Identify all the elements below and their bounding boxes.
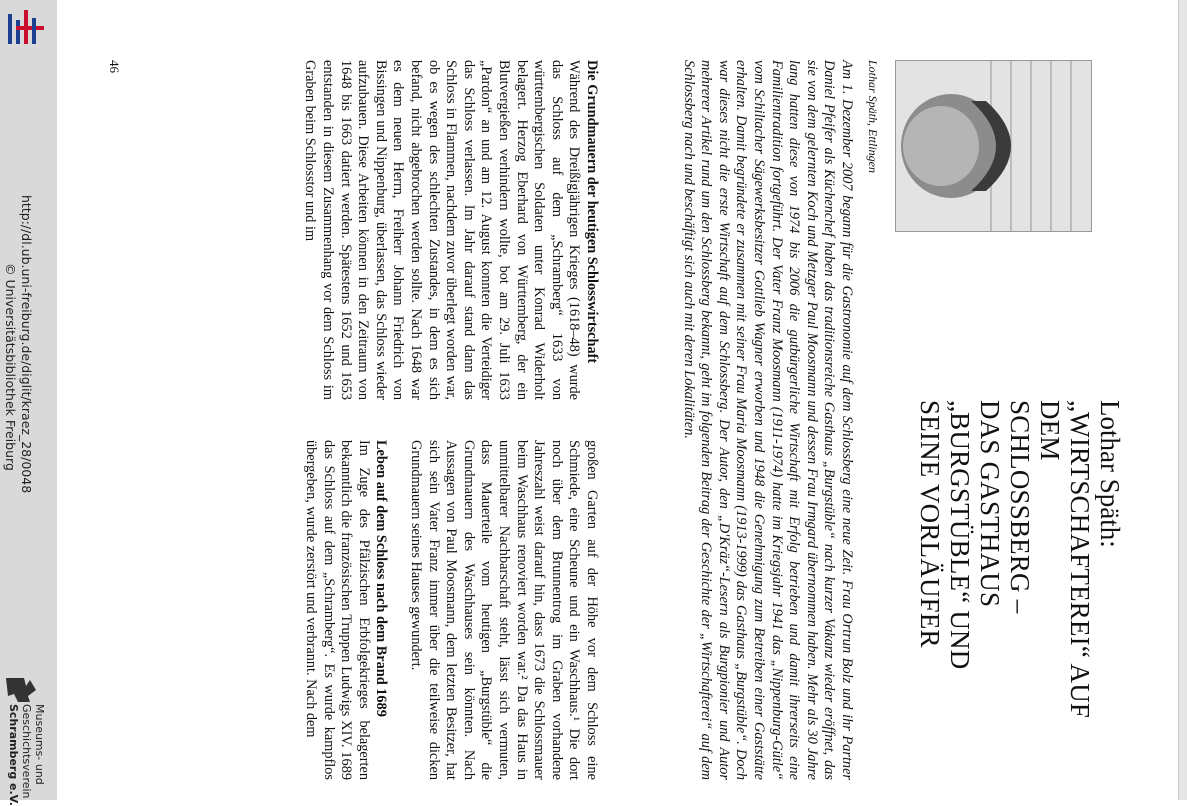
museum-line-2: Geschichtsverein [20, 704, 33, 799]
museum-line-3: Schramberg e.V. [7, 704, 20, 806]
photo-caption: Lothar Späth, Ettlingen [866, 60, 880, 174]
section-heading-2: Leben auf dem Schloss nach dem Brand 1689 [373, 440, 390, 717]
author-portrait-icon [896, 61, 1091, 231]
title-line-3: DAS GASTHAUS „BURGSTÜBLE“ UND [945, 400, 1005, 670]
article-page [80, 30, 1180, 790]
body-paragraph-3: Im Zuge des Pfälzischen Erbfolgekrieges belagerten bekanntlich die französischen Truppen Ludwigs XIV. 1689 das Schloss auf dem „Schramberg“. Es wurde kampflos übergeben, wurde zerstört und verbrannt. Nach dem [303, 440, 372, 780]
author-title: Lothar Späth: [1095, 400, 1125, 548]
article-title [915, 400, 1125, 780]
sidebar [0, 0, 57, 806]
article-intro: Am 1. Dezember 2007 begann für die Gastronomie auf dem Schlossberg eine neue Zeit. Frau Ortrun Bolz und ihr Partner Daniel Pfeifer als Küchenchef haben das traditionsreiche Gasthaus „Burgstüble“ nach kurzer Vakanz wieder eröffnet, das sie von dem gelernten Koch und Metzger Paul Moosmann und dessen Frau Irmgard übernommen haben. Mehr als 30 Jahre lang hatten diese von 1974 bis 2006 die gutbürgerliche Wirtschaft mit Erfolg betrieben und damit ihrerseits eine Familientradition fortgeführt. Der Vater Franz Moosmann (1911-1974) hatte im Kriegsjahr 1941 das „Nippenburg-Gütle“ vom Schiltacher Sägewerksbesitzer Gottlieb Wagner erworben und 1948 die Genehmigung zum Betreiben einer Gaststätte erhalten. Damit begründete er zusammen mit seiner Frau Maria Moosmann (1913-1999) das Gasthaus „Burgstüble“. Doch war dieses nicht die erste Wirtschaft auf dem Schlossberg. Der Autor, den „D'Kräz“-Lesern als Burgpionier und Autor mehrerer Artikel rund um den Schlossberg bekannt, geht im folgenden Beitrag der Geschichte der „Wirtschafterei“ auf dem Schlossberg nach und beschäftigt sich auch mit deren Lokalitäten. [680, 60, 855, 780]
museum-label [4, 704, 54, 806]
title-line-4: SEINE VORLÄUFER [915, 400, 945, 648]
university-logo-icon [6, 8, 46, 48]
copyright-notice: © Universitätsbibliothek Freiburg [3, 263, 18, 471]
source-url[interactable]: http://dl.ub.uni-freiburg.de/diglit/kraez_28/0048 [19, 195, 34, 494]
page-number: 46 [107, 60, 122, 73]
author-photo [895, 60, 1092, 232]
title-line-1: „WIRTSCHAFTEREI“ AUF DEM [1035, 400, 1095, 719]
body-paragraph-1: Während des Dreißigjährigen Krieges (1618–48) wurde das Schloss auf dem „Schramberg“ 1633 von württembergischen Soldaten unter Konrad Widerholt belagert. Herzog Eberhard von Württemberg, der ein Blutvergießen verhindern wollte, bot am 29. Juli 1633 „Pardon“ an und am 12. August konnten die Verteidiger das Schloss verlassen. Im Jahr darauf stand dann das Schloss in Flammen, nachdem zuvor überlegt worden war, ob es wegen des schlechten Zustandes, in dem es sich befand, nicht abgebrochen werden sollte. Nach 1648 war es dem neuen Herrn, Freiherr Johann Friedrich von Bissingen und Nippenburg, überlassen, das Schloss wieder aufzubauen. Diese Arbeiten können in den Zeitraum von 1648 bis 1663 datiert werden. Spätestens 1652 und 1653 entstanden in diesem Zusammenhang vor dem Schloss im Graben beim Schlosstor und im [302, 60, 583, 400]
body-paragraph-2: großen Garten auf der Höhe vor dem Schloss eine Schmiede, eine Scheune und ein Waschhaus.¹ Die dort noch über dem Brunnentrog im Graben vorhandene Jahreszahl weist darauf hin, dass 1673 die Schlossmauer beim Waschhaus renoviert worden war.² Da das Haus in unmittelbarer Nachbarschaft steht, lässt sich vermuten, dass Mauerteile vom heutigen „Burgstüble“ die Grundmauern des Waschhauses sein könnten. Nach Aussagen von Paul Moosmann, dem letzten Besitzer, hat sich sein Vater Franz immer über die teilweise dicken Grundmauern seines Hauses gewundert. [408, 440, 600, 780]
museum-line-1: Museums- und [33, 704, 46, 785]
section-heading-1: Die Grundmauern der heutigen Schlosswirtschaft [584, 60, 600, 364]
title-line-2: SCHLOSSBERG – [1005, 400, 1035, 614]
left-column [301, 60, 600, 400]
right-column [302, 440, 601, 780]
